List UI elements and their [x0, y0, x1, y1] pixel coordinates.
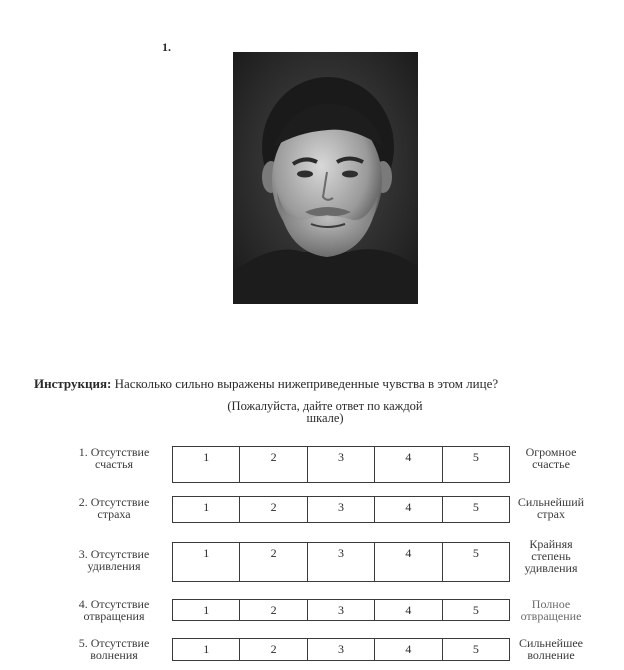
- instruction-text: [34, 376, 498, 392]
- scale-option-5[interactable]: 5: [472, 603, 479, 617]
- scale-option-2[interactable]: 2: [240, 639, 307, 660]
- scale-boxes: [172, 599, 510, 621]
- scale-boxes: [172, 496, 510, 523]
- scale-option-4[interactable]: 4: [375, 497, 442, 522]
- scale-boxes: [172, 638, 510, 661]
- instruction-note: [200, 400, 450, 424]
- scale-option-5[interactable]: 5: [472, 642, 479, 656]
- scale-option-1[interactable]: 1: [173, 600, 240, 620]
- scale-right-label: Полное отвращение: [520, 597, 582, 623]
- scale-option-1[interactable]: 1: [173, 639, 240, 660]
- scale-option-1[interactable]: 1: [173, 543, 240, 581]
- scale-option-4[interactable]: 4: [375, 447, 442, 482]
- scale-option-4[interactable]: 4: [375, 639, 442, 660]
- scale-right-label: Сильнейший страх: [517, 495, 585, 521]
- scale-option-3[interactable]: 3: [308, 497, 375, 522]
- scale-option-2[interactable]: 2: [240, 447, 307, 482]
- scale-option-1[interactable]: 1: [173, 447, 240, 482]
- scale-left-label: 3. Отсутствие удивления: [78, 547, 150, 573]
- scale-option-4[interactable]: 4: [375, 600, 442, 620]
- scale-option-2[interactable]: 2: [240, 543, 307, 581]
- scale-option-5[interactable]: 5: [472, 450, 479, 464]
- page-number: 1.: [162, 40, 171, 54]
- scale-right-label: Огромное счастье: [525, 445, 577, 471]
- scale-left-label: 5. Отсутствие волнения: [78, 636, 150, 662]
- instruction-note-line: (Пожалуйста, дайте ответ по каждой: [227, 399, 423, 413]
- scale-right-label: Крайняя степень удивления: [524, 537, 578, 575]
- instruction-lead: Инструкция:: [34, 376, 112, 391]
- scale-option-3[interactable]: 3: [308, 447, 375, 482]
- scale-option-1[interactable]: 1: [173, 497, 240, 522]
- portrait-photo: [233, 52, 418, 304]
- scale-option-2[interactable]: 2: [240, 600, 307, 620]
- instruction-note-line: шкале): [306, 411, 344, 425]
- scale-left-label: 2. Отсутствие страха: [78, 495, 150, 521]
- scale-option-4[interactable]: 4: [375, 543, 442, 581]
- scale-option-3[interactable]: 3: [308, 600, 375, 620]
- instruction-question: Насколько сильно выражены нижеприведенные чувства в этом лице?: [114, 376, 499, 391]
- scale-option-2[interactable]: 2: [240, 497, 307, 522]
- scale-right-label: Сильнейшее волнение: [519, 636, 583, 662]
- scale-boxes: [172, 542, 510, 582]
- scale-option-5[interactable]: 5: [472, 500, 479, 514]
- scale-option-3[interactable]: 3: [308, 543, 375, 581]
- scale-left-label: 1. Отсутствие счастья: [78, 445, 150, 471]
- scale-option-3[interactable]: 3: [308, 639, 375, 660]
- scale-option-5[interactable]: 5: [472, 546, 479, 560]
- scale-boxes: [172, 446, 510, 483]
- scale-left-label: 4. Отсутствие отвращения: [78, 597, 150, 623]
